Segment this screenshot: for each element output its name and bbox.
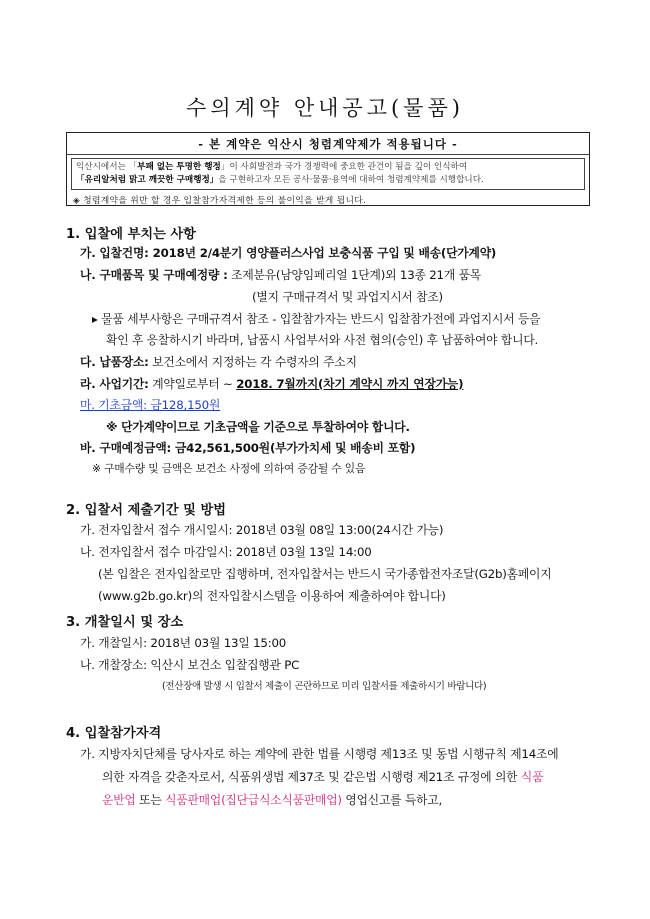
s1-item-e: 마. 기초금액: 금128,150원 xyxy=(80,398,221,412)
notice-warning: ◈ 청렴계약을 위반 할 경우 입찰참가자격제한 등의 불이익을 받게 됩니다. xyxy=(73,196,367,206)
s4-item-a-line-1: 가. 지방자치단체를 당사자로 하는 계약에 관한 법률 시행령 제13조 및 동법 시행규칙 제14조에 xyxy=(80,747,559,761)
integrity-notice-box xyxy=(66,132,590,206)
s3-item-a: 가. 개찰일시: 2018년 03월 13일 15:00 xyxy=(80,636,287,650)
s1-bullet-line-1: ▸ 물품 세부사항은 구매규격서 참조 - 입찰참가자는 반드시 입찰참가전에 과업지시서 등을 xyxy=(92,312,541,326)
s4-item-a-line-2: 의한 자격을 갖춘자로서, 식품위생법 제37조 및 같은법 시행령 제21조 규정에 의한 식품 xyxy=(102,770,544,784)
s4-item-a-line-3: 운반업 또는 식품판매업(집단급식소식품판매업) 영업신고를 득하고, xyxy=(102,793,443,807)
s1-item-d: 라. 사업기간: 계약일로부터 ~ 2018. 7월까지(차기 계약시 까지 연장가능) xyxy=(80,377,464,391)
section-4-heading: 4. 입찰참가자격 xyxy=(66,726,162,741)
notice-header: - 본 계약은 익산시 청렴계약제가 적용됩니다 - xyxy=(67,133,589,155)
s1-item-e-note: ※ 단가계약이므로 기초금액을 기준으로 투찰하여야 합니다. xyxy=(106,420,410,434)
notice-body xyxy=(71,158,585,190)
s1-item-b-note: (별지 구매규격서 및 과업지시서 참조) xyxy=(252,290,443,304)
s2-note-line-1: (본 입찰은 전자입찰로만 집행하며, 전자입찰서는 반드시 국가종합전자조달(G2b)홈페이지 xyxy=(98,567,552,581)
s1-item-a: 가. 입찰건명: 2018년 2/4분기 영양플러스사업 보충식품 구입 및 배송(단가계약) xyxy=(80,246,497,260)
s1-item-c: 다. 납품장소: 보건소에서 지정하는 각 수령자의 주소지 xyxy=(80,355,357,369)
section-2-heading: 2. 입찰서 제출기간 및 방법 xyxy=(66,503,226,518)
s1-item-b: 나. 구매품목 및 구매예정량 : 조제분유(남양임페리얼 1단계)외 13종 21개 품목 xyxy=(80,268,482,282)
section-1-heading: 1. 입찰에 부치는 사항 xyxy=(66,227,196,242)
s1-item-f-note: ※ 구매수량 및 금액은 보건소 사정에 의하여 증감될 수 있음 xyxy=(92,462,366,475)
section-3-heading: 3. 개찰일시 및 장소 xyxy=(66,615,184,630)
s1-bullet-line-2: 확인 후 응찰하시기 바라며, 납품시 사업부서와 사전 협의(승인) 후 납품하여야 합니다. xyxy=(106,333,539,347)
s2-item-b: 나. 전자입찰서 접수 마감일시: 2018년 03월 13일 14:00 xyxy=(80,545,372,559)
notice-line-1: 익산시에서는 「부패 없는 투명한 행정」이 사회발전과 국가 경쟁력에 중요한 관건이 됨을 깊이 인식하여 xyxy=(76,162,468,172)
s2-item-a: 가. 전자입찰서 접수 개시일시: 2018년 03월 08일 13:00(24시간 가능) xyxy=(80,523,444,537)
s3-note: (전산장애 발생 시 입찰서 제출이 곤란하므로 미리 입찰서를 제출하시기 바랍니다) xyxy=(162,681,487,692)
s3-item-b: 나. 개찰장소: 익산시 보건소 입찰집행관 PC xyxy=(80,658,300,672)
s2-note-line-2: (www.g2b.go.kr)의 전자입찰시스템을 이용하여 제출하여야 합니다) xyxy=(98,589,446,603)
notice-line-2: 「유리알처럼 맑고 깨끗한 구매행정」을 구현하고자 모든 공사·물품·용역에 대하여 청렴계약제를 시행합니다. xyxy=(76,175,484,185)
s1-item-f: 바. 구매예정금액: 금42,561,500원(부가가치세 및 배송비 포함) xyxy=(80,441,416,455)
page-title: 수의계약 안내공고(물품) xyxy=(186,96,464,120)
